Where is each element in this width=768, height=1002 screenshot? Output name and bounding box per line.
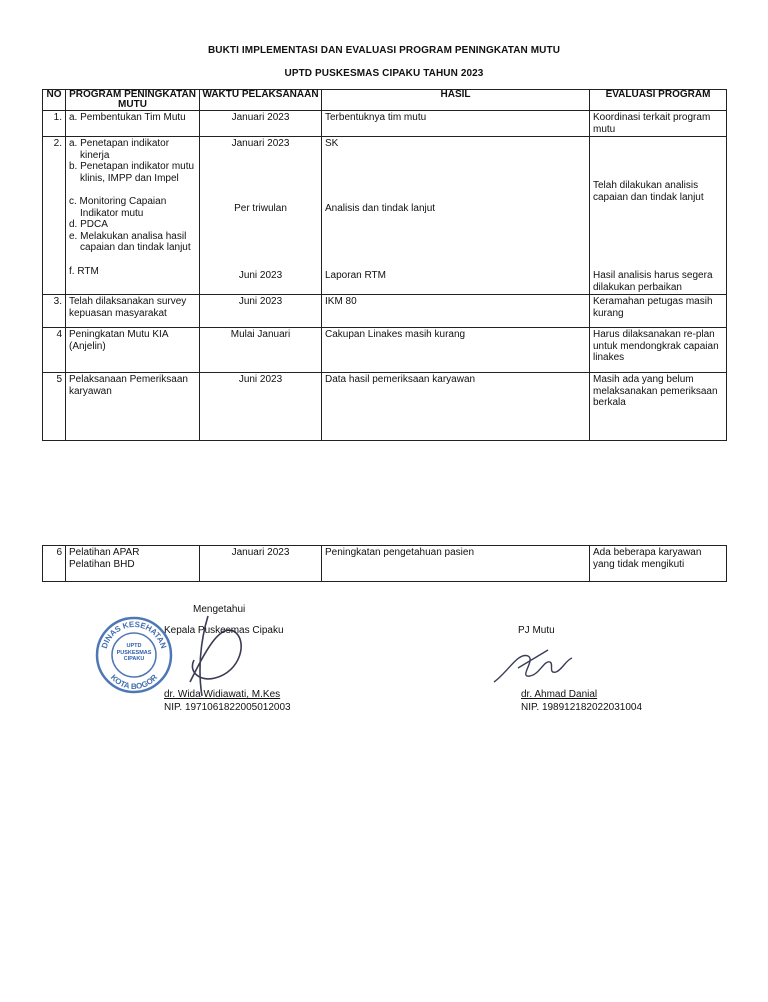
spacer [69, 254, 196, 266]
row-program: Telah dilaksanakan survey kepuasan masyarakat [66, 295, 200, 328]
row-hasil [322, 137, 590, 295]
stamp-text-center: UPTD PUSKESMAS CIPAKU [116, 643, 152, 662]
signature-right [488, 642, 578, 692]
row-evaluasi: Koordinasi terkait program mutu [590, 111, 727, 137]
row-program: a. Pembentukan Tim Mutu [66, 111, 200, 137]
table-header-row [43, 90, 727, 111]
header-hasil: HASIL [322, 90, 590, 111]
row-program [66, 137, 200, 295]
document-title: BUKTI IMPLEMENTASI DAN EVALUASI PROGRAM PENINGKATAN MUTU [207, 45, 561, 56]
header-program: PROGRAM PENINGKATAN MUTU [66, 90, 200, 111]
program-table [42, 89, 727, 441]
sign-caption: Mengetahui [193, 604, 246, 615]
stamp-text-bottom: KOTA BOGOR [108, 672, 160, 692]
header-evaluasi: EVALUASI PROGRAM [590, 90, 727, 111]
table-row [43, 137, 727, 295]
sign-left-nip: NIP. 197106182200501200​3 [164, 702, 291, 713]
row-no: 2. [43, 137, 66, 295]
program-item: f. RTM [69, 265, 99, 277]
row-hasil: Terbentuknya tim mutu [322, 111, 590, 137]
sign-right-role: PJ Mutu [518, 625, 555, 636]
sign-left-role: Kepala Puskesmas Cipaku [164, 625, 284, 636]
row-no: 3. [43, 295, 66, 328]
row-evaluasi: Ada beberapa karyawan yang tidak mengikuti [590, 546, 727, 582]
evaluasi-item: Hasil analisis harus segera dilakukan perbaikan [593, 270, 713, 293]
row-no: 6 [43, 546, 66, 582]
spacer [69, 184, 196, 196]
row-evaluasi [590, 137, 727, 295]
row-program [66, 546, 200, 582]
row-waktu: Mulai Januari [200, 328, 322, 373]
row-hasil: Peningkatan pengetahuan pasien [322, 546, 590, 582]
row-evaluasi: Keramahan petugas masih kurang [590, 295, 727, 328]
program-item: Pelatihan BHD [69, 558, 135, 570]
table-row [43, 295, 727, 328]
evaluasi-item: Telah dilakukan analisis capaian dan tindak lanjut [593, 180, 704, 203]
sign-left-name: dr. Wida Widiawati, M.Kes [164, 689, 281, 700]
row-no: 1. [43, 111, 66, 137]
program-item: e. Melakukan analisa hasil capaian dan tindak lanjut [69, 230, 191, 253]
row-hasil: IKM 80 [322, 295, 590, 328]
row-evaluasi: Harus dilaksanakan re-plan untuk mendongkrak capaian linakes [590, 328, 727, 373]
row-hasil: Data hasil pemeriksaan karyawan [322, 373, 590, 441]
row-waktu: Januari 2023 [200, 546, 322, 582]
table-row [43, 546, 727, 582]
row-no: 5 [43, 373, 66, 441]
program-item: Pelatihan APAR [69, 547, 140, 558]
program-item: a. Penetapan indikator kinerja [69, 138, 170, 161]
row-waktu: Januari 2023 [200, 111, 322, 137]
program-table-continued [42, 545, 727, 582]
document-subtitle: UPTD PUSKESMAS CIPAKU TAHUN 2023 [284, 68, 484, 79]
row-hasil: Cakupan Linakes masih kurang [322, 328, 590, 373]
row-no: 4 [43, 328, 66, 373]
stamp-text-top: DINAS KESEHATAN [99, 619, 169, 650]
row-evaluasi: Masih ada yang belum melaksanakan pemeriksaan berkala [590, 373, 727, 441]
waktu-item: Januari 2023 [231, 138, 290, 149]
row-waktu [200, 137, 322, 295]
header-waktu: WAKTU PELAKSANAAN [200, 90, 322, 111]
hasil-item: Laporan RTM [325, 270, 386, 281]
row-waktu: Juni 2023 [200, 295, 322, 328]
sign-right-nip: NIP. 198912182022031004 [521, 702, 643, 713]
program-item: d. PDCA [69, 219, 108, 230]
table-row [43, 111, 727, 137]
program-item: b. Penetapan indikator mutu klinis, IMPP dan Impel [69, 161, 195, 184]
table-row [43, 373, 727, 441]
table-row [43, 328, 727, 373]
hasil-item: Analisis dan tindak lanjut [325, 203, 436, 214]
waktu-item: Per triwulan [234, 203, 287, 214]
program-item: c. Monitoring Capaian Indikator mutu [69, 196, 167, 219]
sign-right-name: dr. Ahmad Danial [521, 689, 598, 700]
row-waktu: Juni 2023 [200, 373, 322, 441]
row-program: Peningkatan Mutu KIA (Anjelin) [66, 328, 200, 373]
waktu-item: Juni 2023 [238, 270, 283, 281]
row-program: Pelaksanaan Pemeriksaan karyawan [66, 373, 200, 441]
header-no: NO [43, 90, 66, 111]
hasil-item: SK [325, 138, 339, 149]
